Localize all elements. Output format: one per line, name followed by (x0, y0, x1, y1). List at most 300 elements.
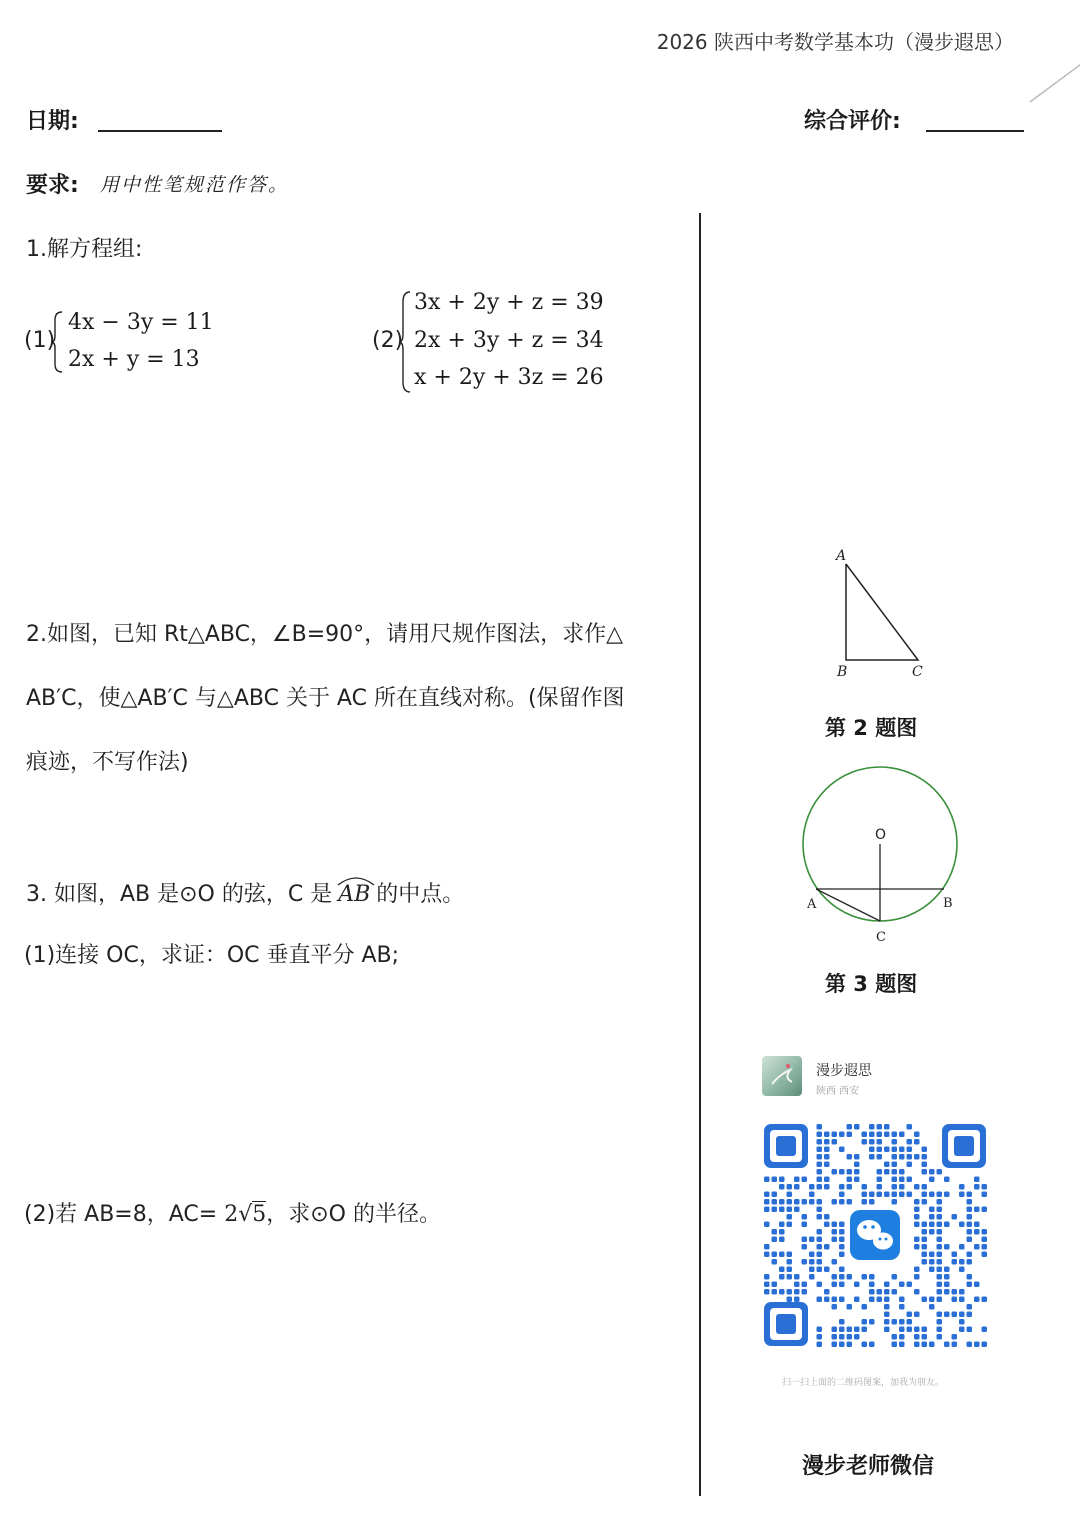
qr-module (937, 1214, 943, 1220)
qr-module (869, 1289, 875, 1295)
figure-3-circle (796, 764, 964, 948)
qr-module (809, 1274, 815, 1280)
qr-module (922, 1162, 928, 1168)
qr-module (839, 1319, 845, 1325)
qr-module (839, 1252, 845, 1258)
qr-module (922, 1222, 928, 1228)
wechat-name: 漫步遐思 (816, 1063, 872, 1079)
segment-ac (816, 889, 880, 921)
qr-module (862, 1342, 868, 1348)
qr-module (854, 1169, 860, 1175)
qr-module (922, 1154, 928, 1160)
q3-line1-start: 3. 如图，AB 是⊙O 的弦，C 是 (26, 882, 333, 907)
qr-module (787, 1274, 793, 1280)
qr-module (809, 1237, 815, 1243)
qr-module (974, 1342, 980, 1348)
qr-module (922, 1169, 928, 1175)
qr-module (862, 1199, 868, 1205)
qr-module (877, 1139, 883, 1145)
qr-module (772, 1282, 778, 1288)
wechat-avatar (762, 1056, 802, 1096)
qr-module (787, 1214, 793, 1220)
qr-module (877, 1177, 883, 1183)
qr-module (824, 1297, 830, 1303)
qr-module (967, 1259, 973, 1265)
qr-module (892, 1334, 898, 1340)
q1-part2-eq1: 3x + 2y + z = 39 (414, 290, 604, 315)
qr-module (817, 1244, 823, 1250)
qr-module (779, 1274, 785, 1280)
qr-module (937, 1267, 943, 1273)
qr-module (839, 1184, 845, 1190)
qr-module (982, 1252, 988, 1258)
qr-module (839, 1334, 845, 1340)
q1-part1-label: (1) (24, 328, 56, 353)
qr-module (794, 1282, 800, 1288)
qr-module (929, 1207, 935, 1213)
qr-module (832, 1199, 838, 1205)
qr-module (937, 1319, 943, 1325)
qr-module (779, 1267, 785, 1273)
qr-module (929, 1259, 935, 1265)
qr-module (922, 1229, 928, 1235)
qr-module (817, 1139, 823, 1145)
qr-module (809, 1259, 815, 1265)
qr-module (817, 1207, 823, 1213)
qr-module (794, 1289, 800, 1295)
qr-module (967, 1312, 973, 1318)
qr-module (899, 1177, 905, 1183)
qr-module (832, 1274, 838, 1280)
qr-module (937, 1252, 943, 1258)
qr-module (869, 1139, 875, 1145)
qr-module (967, 1207, 973, 1213)
qr-module (959, 1319, 965, 1325)
qr-module (877, 1169, 883, 1175)
qr-module (839, 1192, 845, 1198)
qr-module (944, 1177, 950, 1183)
qr-module (922, 1342, 928, 1348)
qr-module (982, 1342, 988, 1348)
qr-module (862, 1184, 868, 1190)
qr-module (982, 1192, 988, 1198)
qr-module (877, 1297, 883, 1303)
qr-module (922, 1334, 928, 1340)
qr-module (967, 1192, 973, 1198)
qr-module (899, 1169, 905, 1175)
qr-module (914, 1207, 920, 1213)
qr-module (959, 1259, 965, 1265)
wechat-logo-icon (846, 1206, 904, 1264)
qr-module (944, 1192, 950, 1198)
qr-module (787, 1267, 793, 1273)
date-blank[interactable] (98, 130, 222, 132)
qr-module (914, 1334, 920, 1340)
qr-module (839, 1267, 845, 1273)
qr-module (929, 1192, 935, 1198)
qr-module (772, 1177, 778, 1183)
qr-module (929, 1222, 935, 1228)
qr-module (944, 1312, 950, 1318)
qr-module (907, 1282, 913, 1288)
qr-module (937, 1259, 943, 1265)
qr-module (787, 1192, 793, 1198)
qr-module (832, 1237, 838, 1243)
qr-module (967, 1199, 973, 1205)
qr-module (862, 1192, 868, 1198)
qr-module (914, 1132, 920, 1138)
qr-module (869, 1132, 875, 1138)
qr-module (884, 1304, 890, 1310)
qr-module (884, 1124, 890, 1130)
qr-module (914, 1214, 920, 1220)
qr-module (869, 1319, 875, 1325)
qr-module (877, 1154, 883, 1160)
qr-module (817, 1154, 823, 1160)
qr-module (892, 1274, 898, 1280)
qr-module (854, 1327, 860, 1333)
qr-module (809, 1267, 815, 1273)
rating-label: 综合评价: (804, 109, 901, 134)
qr-module (869, 1199, 875, 1205)
qr-module (967, 1229, 973, 1235)
qr-module (824, 1214, 830, 1220)
qr-module (847, 1177, 853, 1183)
qr-module (877, 1192, 883, 1198)
qr-module (824, 1162, 830, 1168)
qr-module (817, 1214, 823, 1220)
rating-blank[interactable] (926, 130, 1024, 132)
qr-module (914, 1267, 920, 1273)
qr-module (884, 1192, 890, 1198)
qr-module (952, 1214, 958, 1220)
qr-module (802, 1222, 808, 1228)
qr-module (959, 1244, 965, 1250)
qr-module (974, 1222, 980, 1228)
qr-module (967, 1222, 973, 1228)
qr-module (967, 1304, 973, 1310)
qr-module (847, 1334, 853, 1340)
qr-module (779, 1222, 785, 1228)
qr-module (877, 1132, 883, 1138)
qr-module (922, 1259, 928, 1265)
qr-module (937, 1207, 943, 1213)
qr-module (832, 1229, 838, 1235)
avatar-bird-icon (762, 1056, 802, 1096)
qr-module (869, 1274, 875, 1280)
wechat-qr-code[interactable] (762, 1122, 988, 1348)
qr-module (982, 1327, 988, 1333)
qr-module (802, 1177, 808, 1183)
q3-part2-start: (2)若 AB=8，AC= (24, 1202, 225, 1227)
qr-module (779, 1229, 785, 1235)
qr-module (937, 1289, 943, 1295)
qr-module (802, 1282, 808, 1288)
qr-module (817, 1342, 823, 1348)
qr-module (914, 1274, 920, 1280)
qr-module (914, 1342, 920, 1348)
fig3-label-c: C (876, 930, 886, 945)
qr-module (764, 1244, 770, 1250)
qr-module (824, 1267, 830, 1273)
qr-module (854, 1177, 860, 1183)
qr-module (854, 1297, 860, 1303)
qr-module (817, 1169, 823, 1175)
qr-module (809, 1192, 815, 1198)
qr-module (764, 1199, 770, 1205)
q1-part1-eq1: 4x − 3y = 11 (68, 310, 214, 335)
qr-module (884, 1162, 890, 1168)
q2-line3: 痕迹，不写作法) (26, 750, 189, 775)
qr-module (892, 1162, 898, 1168)
qr-module (832, 1282, 838, 1288)
qr-module (959, 1289, 965, 1295)
qr-module (922, 1199, 928, 1205)
qr-module (967, 1252, 973, 1258)
qr-module (892, 1147, 898, 1153)
qr-module (869, 1147, 875, 1153)
qr-module (817, 1327, 823, 1333)
qr-module (892, 1342, 898, 1348)
qr-module (937, 1327, 943, 1333)
qr-module (914, 1312, 920, 1318)
qr-module (817, 1147, 823, 1153)
qr-module (832, 1259, 838, 1265)
q3-arc-label: AB (338, 882, 370, 907)
qr-module (764, 1282, 770, 1288)
qr-module (974, 1282, 980, 1288)
qr-module (794, 1177, 800, 1183)
arc-symbol (336, 874, 376, 886)
qr-module (967, 1237, 973, 1243)
qr-module (817, 1282, 823, 1288)
qr-module (772, 1237, 778, 1243)
qr-module (817, 1259, 823, 1265)
qr-module (764, 1289, 770, 1295)
qr-module (899, 1304, 905, 1310)
qr-module (944, 1244, 950, 1250)
qr-module (817, 1132, 823, 1138)
qr-module (832, 1139, 838, 1145)
qr-module (952, 1334, 958, 1340)
qr-module (982, 1244, 988, 1250)
qr-module (937, 1192, 943, 1198)
qr-module (854, 1162, 860, 1168)
fig2-caption: 第 2 题图 (825, 716, 918, 740)
qr-module (787, 1207, 793, 1213)
qr-module (959, 1312, 965, 1318)
qr-module (847, 1169, 853, 1175)
qr-module (967, 1327, 973, 1333)
qr-module (824, 1147, 830, 1153)
qr-module (772, 1207, 778, 1213)
qr-module (809, 1252, 815, 1258)
qr-module (892, 1154, 898, 1160)
qr-module (824, 1132, 830, 1138)
q3-part2-end: ，求⊙O 的半径。 (266, 1202, 441, 1227)
qr-module (929, 1297, 935, 1303)
qr-module (787, 1252, 793, 1258)
qr-module (899, 1132, 905, 1138)
qr-module (779, 1177, 785, 1183)
qr-module (847, 1124, 853, 1130)
fig3-label-a: A (807, 897, 817, 912)
fig3-label-o: O (875, 827, 887, 843)
teacher-wechat-caption: 漫步老师微信 (802, 1454, 935, 1479)
fig2-label-b: B (837, 664, 848, 680)
q2-line1: 2.如图，已知 Rt△ABC，∠B=90°，请用尺规作图法，求作△ (26, 622, 624, 647)
qr-module (959, 1184, 965, 1190)
qr-module (967, 1282, 973, 1288)
qr-module (764, 1177, 770, 1183)
qr-module (922, 1147, 928, 1153)
qr-module (899, 1154, 905, 1160)
qr-module (929, 1169, 935, 1175)
qr-module (944, 1222, 950, 1228)
qr-module (892, 1177, 898, 1183)
qr-module (787, 1199, 793, 1205)
qr-module (764, 1192, 770, 1198)
q1-part2-eq3: x + 2y + 3z = 26 (414, 365, 604, 390)
qr-module (944, 1274, 950, 1280)
document-header: 2026 陕西中考数学基本功（漫步遐思） (656, 30, 1014, 54)
qr-module (839, 1327, 845, 1333)
qr-module (779, 1252, 785, 1258)
column-divider (699, 213, 701, 1496)
qr-module (817, 1124, 823, 1130)
qr-tip-text: 扫一扫上面的二维码图案，加我为朋友。 (782, 1378, 945, 1388)
q1-part1-brace (50, 310, 64, 374)
qr-module (869, 1342, 875, 1348)
qr-module (839, 1342, 845, 1348)
qr-module (772, 1259, 778, 1265)
qr-module (974, 1244, 980, 1250)
qr-module (982, 1297, 988, 1303)
qr-module (899, 1282, 905, 1288)
qr-module (794, 1199, 800, 1205)
qr-module (772, 1229, 778, 1235)
qr-module (787, 1297, 793, 1303)
qr-module (809, 1184, 815, 1190)
qr-module (847, 1132, 853, 1138)
qr-module (899, 1319, 905, 1325)
qr-module (892, 1132, 898, 1138)
qr-module (884, 1297, 890, 1303)
qr-module (922, 1184, 928, 1190)
qr-module (929, 1214, 935, 1220)
sqrt-symbol: √ (238, 1202, 253, 1227)
qr-module (907, 1177, 913, 1183)
qr-module (839, 1244, 845, 1250)
q1-part2-eq2: 2x + 3y + z = 34 (414, 328, 604, 353)
qr-module (787, 1222, 793, 1228)
q2-line2: AB′C，使△AB′C 与△ABC 关于 AC 所在直线对称。(保留作图 (26, 686, 625, 711)
qr-module (802, 1289, 808, 1295)
qr-module (847, 1274, 853, 1280)
qr-module (944, 1289, 950, 1295)
qr-module (937, 1169, 943, 1175)
qr-module (764, 1222, 770, 1228)
qr-module (959, 1327, 965, 1333)
qr-module (922, 1252, 928, 1258)
qr-module (817, 1334, 823, 1340)
qr-module (779, 1237, 785, 1243)
qr-module (937, 1282, 943, 1288)
qr-module (929, 1229, 935, 1235)
qr-module (869, 1297, 875, 1303)
qr-module (929, 1342, 935, 1348)
qr-module (922, 1244, 928, 1250)
qr-module (884, 1147, 890, 1153)
qr-module (824, 1184, 830, 1190)
qr-module (899, 1192, 905, 1198)
q1-title: 1.解方程组: (26, 237, 143, 262)
qr-module (802, 1237, 808, 1243)
qr-module (914, 1244, 920, 1250)
qr-module (817, 1252, 823, 1258)
qr-module (914, 1154, 920, 1160)
qr-module (929, 1177, 935, 1183)
qr-module (802, 1199, 808, 1205)
qr-module (877, 1184, 883, 1190)
qr-module (914, 1139, 920, 1145)
qr-module (922, 1327, 928, 1333)
qr-module (929, 1267, 935, 1273)
qr-module (839, 1132, 845, 1138)
qr-module (907, 1319, 913, 1325)
q3-line1 (26, 877, 464, 908)
qr-module (839, 1229, 845, 1235)
qr-module (824, 1154, 830, 1160)
qr-module (764, 1274, 770, 1280)
qr-module (952, 1252, 958, 1258)
qr-module (847, 1184, 853, 1190)
qr-module (869, 1154, 875, 1160)
qr-module (772, 1199, 778, 1205)
qr-module (839, 1222, 845, 1228)
qr-module (892, 1139, 898, 1145)
qr-module (839, 1297, 845, 1303)
qr-module (952, 1289, 958, 1295)
qr-module (959, 1267, 965, 1273)
qr-module (862, 1139, 868, 1145)
qr-module (884, 1289, 890, 1295)
qr-module (937, 1297, 943, 1303)
qr-module (982, 1184, 988, 1190)
qr-module (922, 1192, 928, 1198)
qr-module (854, 1334, 860, 1340)
qr-module (839, 1169, 845, 1175)
qr-module (809, 1199, 815, 1205)
figure-2-triangle (826, 546, 936, 682)
fig2-label-a: A (836, 548, 847, 564)
qr-module (899, 1327, 905, 1333)
qr-module (839, 1282, 845, 1288)
qr-module (922, 1237, 928, 1243)
q3-part2 (24, 1197, 441, 1228)
qr-module (794, 1274, 800, 1280)
qr-module (884, 1327, 890, 1333)
qr-module (764, 1252, 770, 1258)
qr-module (869, 1282, 875, 1288)
qr-module (877, 1124, 883, 1130)
qr-module (982, 1207, 988, 1213)
qr-module (899, 1334, 905, 1340)
qr-module (794, 1297, 800, 1303)
qr-module (914, 1199, 920, 1205)
qr-module (937, 1229, 943, 1235)
qr-module (952, 1312, 958, 1318)
